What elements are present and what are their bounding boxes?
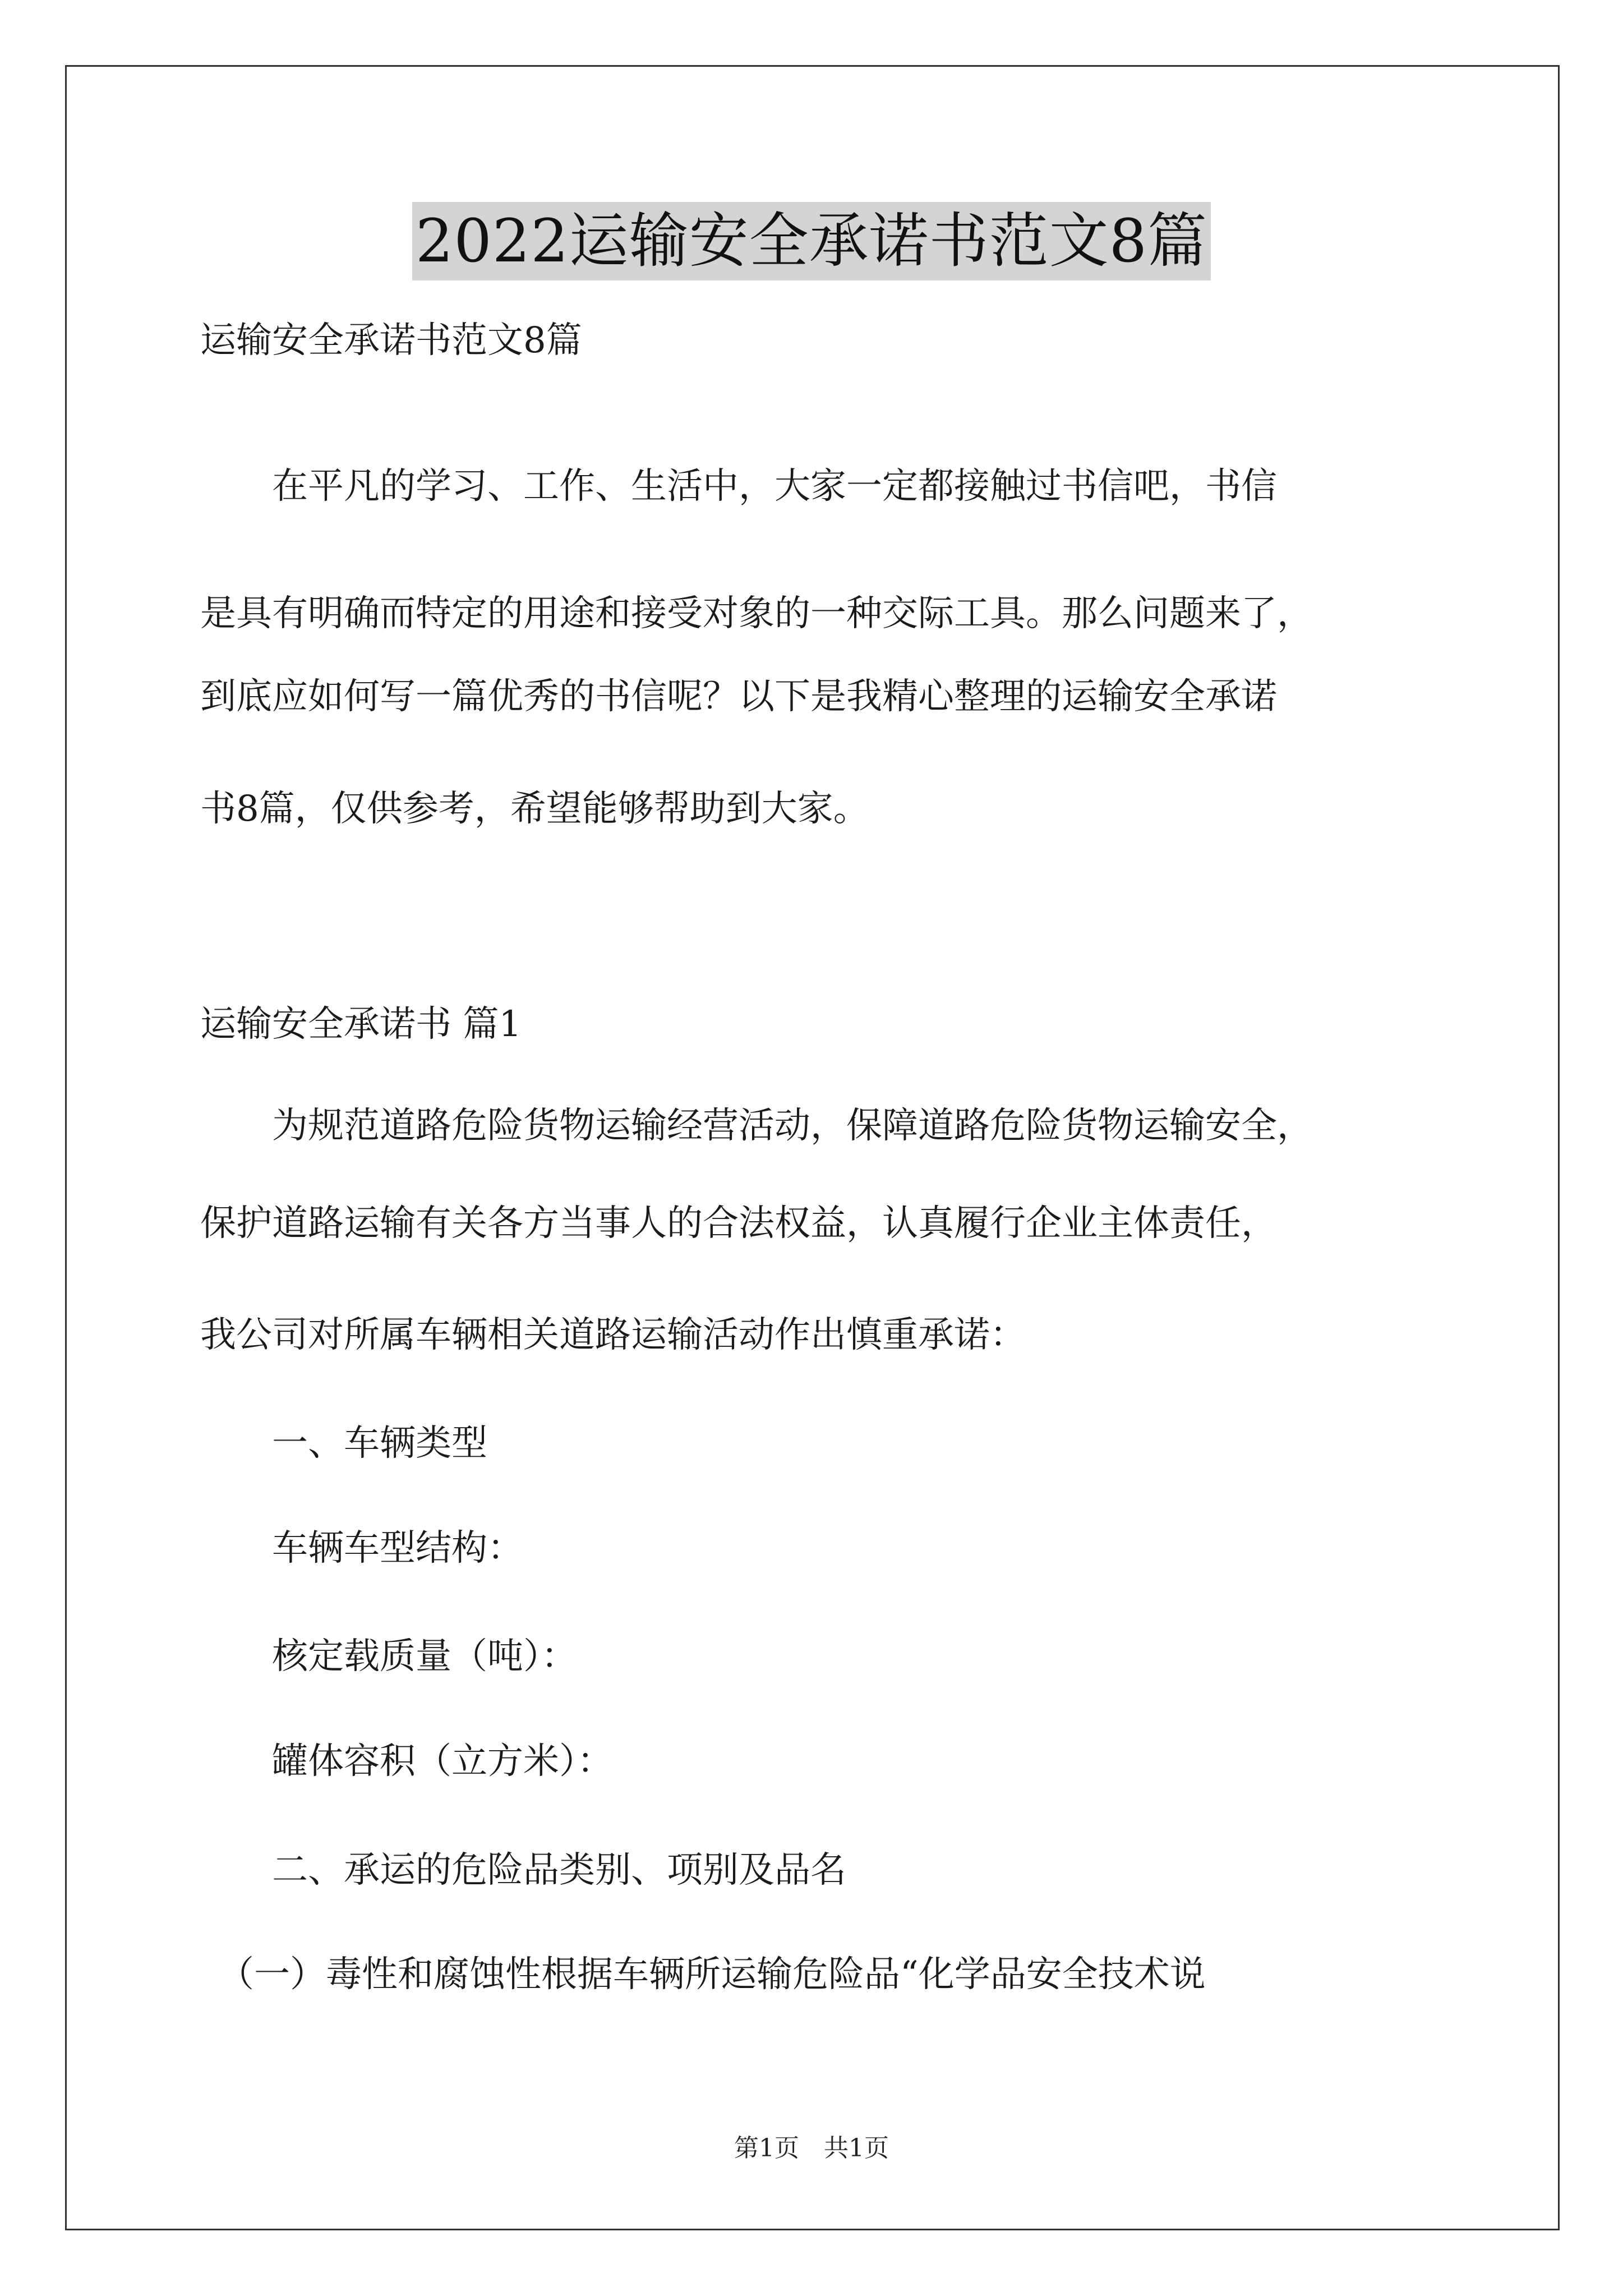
- section-heading: 运输安全承诺书 篇1: [200, 1004, 522, 1045]
- paragraph-line: 在平凡的学习、工作、生活中，大家一定都接触过书信吧，书信: [200, 466, 1277, 507]
- paragraph-line: 书8篇，仅供参考，希望能够帮助到大家。: [200, 788, 869, 830]
- paragraph-line: 为规范道路危险货物运输经营活动，保障道路危险货物运输安全，: [200, 1105, 1313, 1147]
- paragraph-line: 我公司对所属车辆相关道路运输活动作出慎重承诺：: [200, 1314, 1026, 1356]
- paragraph-line: 到底应如何写一篇优秀的书信呢？以下是我精心整理的运输安全承诺: [200, 676, 1277, 717]
- list-heading: 一、车辆类型: [200, 1423, 487, 1464]
- page-footer: 第1页 共1页: [734, 2134, 889, 2162]
- document-title: 2022运输安全承诺书范文8篇: [412, 202, 1211, 280]
- paragraph-line: 保护道路运输有关各方当事人的合法权益，认真履行企业主体责任，: [200, 1203, 1277, 1244]
- list-item: 罐体容积（立方米）：: [200, 1741, 613, 1782]
- list-item: 核定载质量（吨）：: [200, 1636, 577, 1677]
- paragraph-line: 是具有明确而特定的用途和接受对象的一种交际工具。那么问题来了，: [200, 593, 1313, 634]
- subtitle-line: 运输安全承诺书范文8篇: [200, 320, 582, 361]
- list-item: 车辆车型结构：: [200, 1527, 523, 1569]
- list-item: （一）毒性和腐蚀性根据车辆所运输危险品“化学品安全技术说: [200, 1954, 1206, 1995]
- list-heading: 二、承运的危险品类别、项别及品名: [200, 1849, 846, 1891]
- title-container: [0, 202, 1623, 280]
